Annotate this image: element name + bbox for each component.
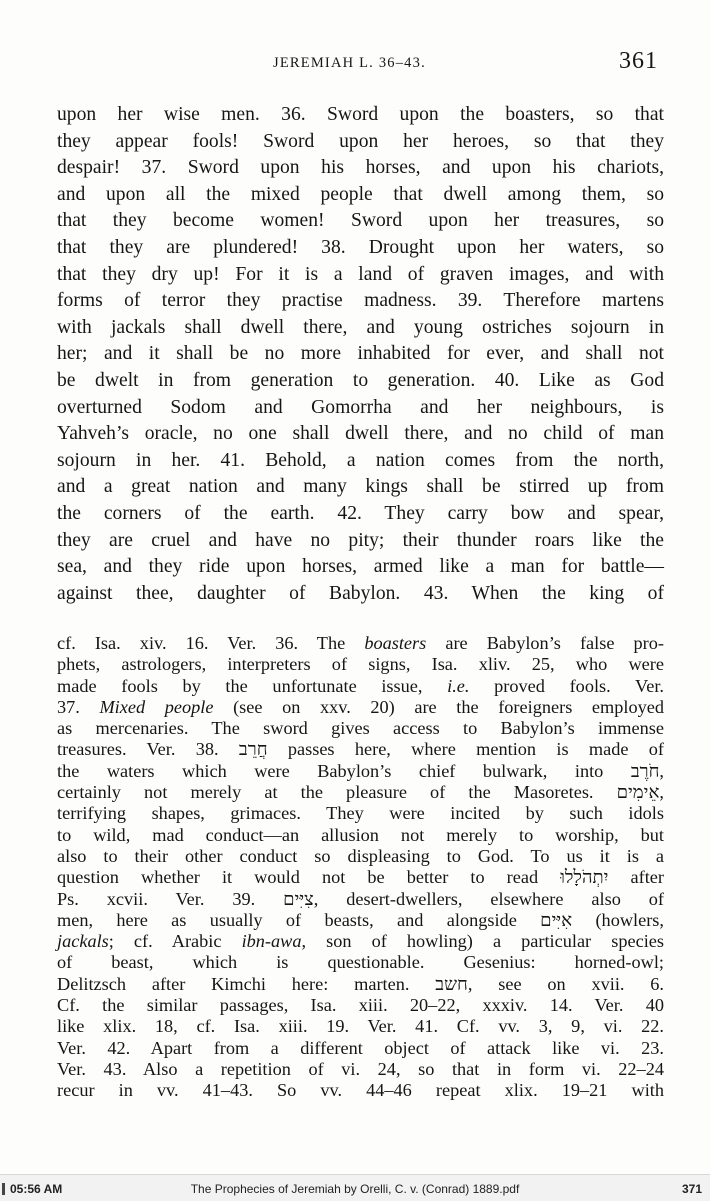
note-italic: i.e. [447, 675, 470, 696]
text-line: that they become women! Sword upon her treasures, so [57, 210, 664, 232]
note-text: treasures. Ver. 38. [57, 739, 239, 760]
note-line: as mercenaries. The sword gives access to Babylon’s immense [57, 718, 664, 739]
note-line [57, 761, 664, 782]
note-line [57, 931, 664, 952]
hebrew-word: יִתְהֹלָלוּ [560, 867, 609, 889]
note-text: Delitzsch after Kimchi here: marten. [57, 973, 436, 994]
note-line [57, 739, 664, 760]
note-text: certainly not merely at the pleasure of the Masoretes. [57, 782, 617, 803]
note-line [57, 867, 664, 888]
text-line: that they are plundered! 38. Drought upon her waters, so [57, 236, 664, 258]
note-text: are Babylon’s false pro- [426, 633, 664, 653]
note-text: ; cf. Arabic [108, 931, 242, 952]
note-text: proved fools. Ver. [469, 675, 664, 696]
note-line: phets, astrologers, interpreters of signs, Isa. xliv. 25, who were [57, 654, 664, 675]
main-text [57, 102, 664, 607]
hebrew-word: צִיִּים [283, 888, 314, 910]
text-line: that they dry up! For it is a land of graven images, and with [57, 263, 664, 285]
text-line: upon her wise men. 36. Sword upon the boasters, so that [57, 104, 664, 125]
text-line: they appear fools! Sword upon her heroes, so that they [57, 130, 664, 152]
note-text: passes here, where mention is made of [267, 739, 664, 760]
text-line: and upon all the mixed people that dwell among them, so [57, 183, 664, 205]
note-line: recur in vv. 41–43. So vv. 44–46 repeat xlix. 19–21 with [57, 1080, 664, 1101]
note-text: (howlers, [572, 909, 664, 930]
note-text: 37. [57, 696, 100, 717]
note-line: Cf. the similar passages, Isa. xiii. 20–22, xxxiv. 14. Ver. 40 [57, 995, 664, 1016]
note-text: after [608, 867, 664, 888]
note-line: of beast, which is questionable. Gesenius: horned-owl; [57, 952, 664, 973]
note-line: also to their other conduct so displeasing to God. To us it is a [57, 845, 664, 866]
text-line: the corners of the earth. 42. They carry bow and spear, [57, 502, 664, 524]
note-text: , [659, 782, 664, 803]
running-head: JEREMIAH L. 36–43. [273, 55, 426, 71]
note-text: men, here as usually of beasts, and alongside [57, 909, 541, 930]
text-line: forms of terror they practise madness. 39. Therefore martens [57, 290, 664, 312]
note-line: Ver. 42. Apart from a different object of attack like vi. 23. [57, 1037, 664, 1058]
note-line [57, 697, 664, 718]
note-line: terrifying shapes, grimaces. They were incited by such idols [57, 803, 664, 824]
note-line [57, 782, 664, 803]
document-title: The Prophecies of Jeremiah by Orelli, C. v. (Conrad) 1889.pdf [190, 1182, 520, 1196]
text-line: her; and it shall be no more inhabited for ever, and shall not [57, 343, 664, 365]
text-line: overturned Sodom and Gomorrha and her neighbours, is [57, 396, 664, 418]
text-line: sea, and they ride upon horses, armed like a man for battle— [57, 556, 664, 578]
note-text: , son of howling) a particular species [301, 931, 664, 952]
note-text: , desert-dwellers, elsewhere also of [313, 888, 664, 909]
hebrew-word: חֲרֵב [238, 739, 268, 761]
text-line: they are cruel and have no pity; their thunder roars like the [57, 529, 664, 551]
hebrew-word: חשב [435, 973, 468, 995]
page-number: 361 [619, 48, 658, 74]
text-line: despair! 37. Sword upon his horses, and upon his chariots, [57, 157, 664, 179]
status-time: 05:56 AM [10, 1182, 63, 1196]
note-italic: jackals [57, 931, 109, 952]
note-text: , see on xvii. 6. [467, 973, 664, 994]
text-line: against thee, daughter of Babylon. 43. When the king of [57, 582, 664, 604]
note-italic: ibn-awa [241, 931, 302, 952]
note-text: (see on xxv. 20) are the foreigners employed [213, 696, 665, 717]
page-header [58, 48, 658, 80]
note-text: Ps. xcvii. Ver. 39. [57, 888, 284, 909]
note-line: like xlix. 18, cf. Isa. xiii. 19. Ver. 41. Cf. vv. 3, 9, vi. 22. [57, 1016, 664, 1037]
note-text: made fools by the unfortunate issue, [57, 675, 448, 696]
footnotes [57, 633, 664, 1102]
text-line: sojourn in her. 41. Behold, a nation comes from the north, [57, 449, 664, 471]
note-line [57, 910, 664, 931]
text-line: Yahveh’s oracle, no one shall dwell there, and no child of man [57, 423, 664, 445]
note-text: cf. Isa. xiv. 16. Ver. 36. The [57, 633, 365, 653]
text-line: and a great nation and many kings shall be stirred up from [57, 476, 664, 498]
text-line: with jackals shall dwell there, and young ostriches sojourn in [57, 316, 664, 338]
note-line: to wild, mad conduct—an allusion not merely to worship, but [57, 824, 664, 845]
note-italic: boasters [364, 633, 427, 653]
hebrew-word: אֵימִים [616, 782, 660, 804]
note-text: the waters which were Babylon’s chief bulwark, into [57, 760, 631, 781]
note-text: , [659, 760, 664, 781]
status-bar [0, 1174, 710, 1201]
text-line: be dwelt in from generation to generation. 40. Like as God [57, 369, 664, 391]
hebrew-word: חֹרֶב [630, 760, 660, 782]
note-line: Ver. 43. Also a repetition of vi. 24, so that in form vi. 22–24 [57, 1058, 664, 1079]
note-line [57, 676, 664, 697]
hebrew-word: אִיִּים [540, 909, 573, 931]
note-italic: Mixed people [99, 696, 214, 717]
note-line [57, 889, 664, 910]
note-text: question whether it would not be better to read [57, 867, 561, 888]
current-page-indicator[interactable]: 371 [681, 1182, 702, 1196]
note-line [57, 974, 664, 995]
note-line [57, 633, 664, 654]
